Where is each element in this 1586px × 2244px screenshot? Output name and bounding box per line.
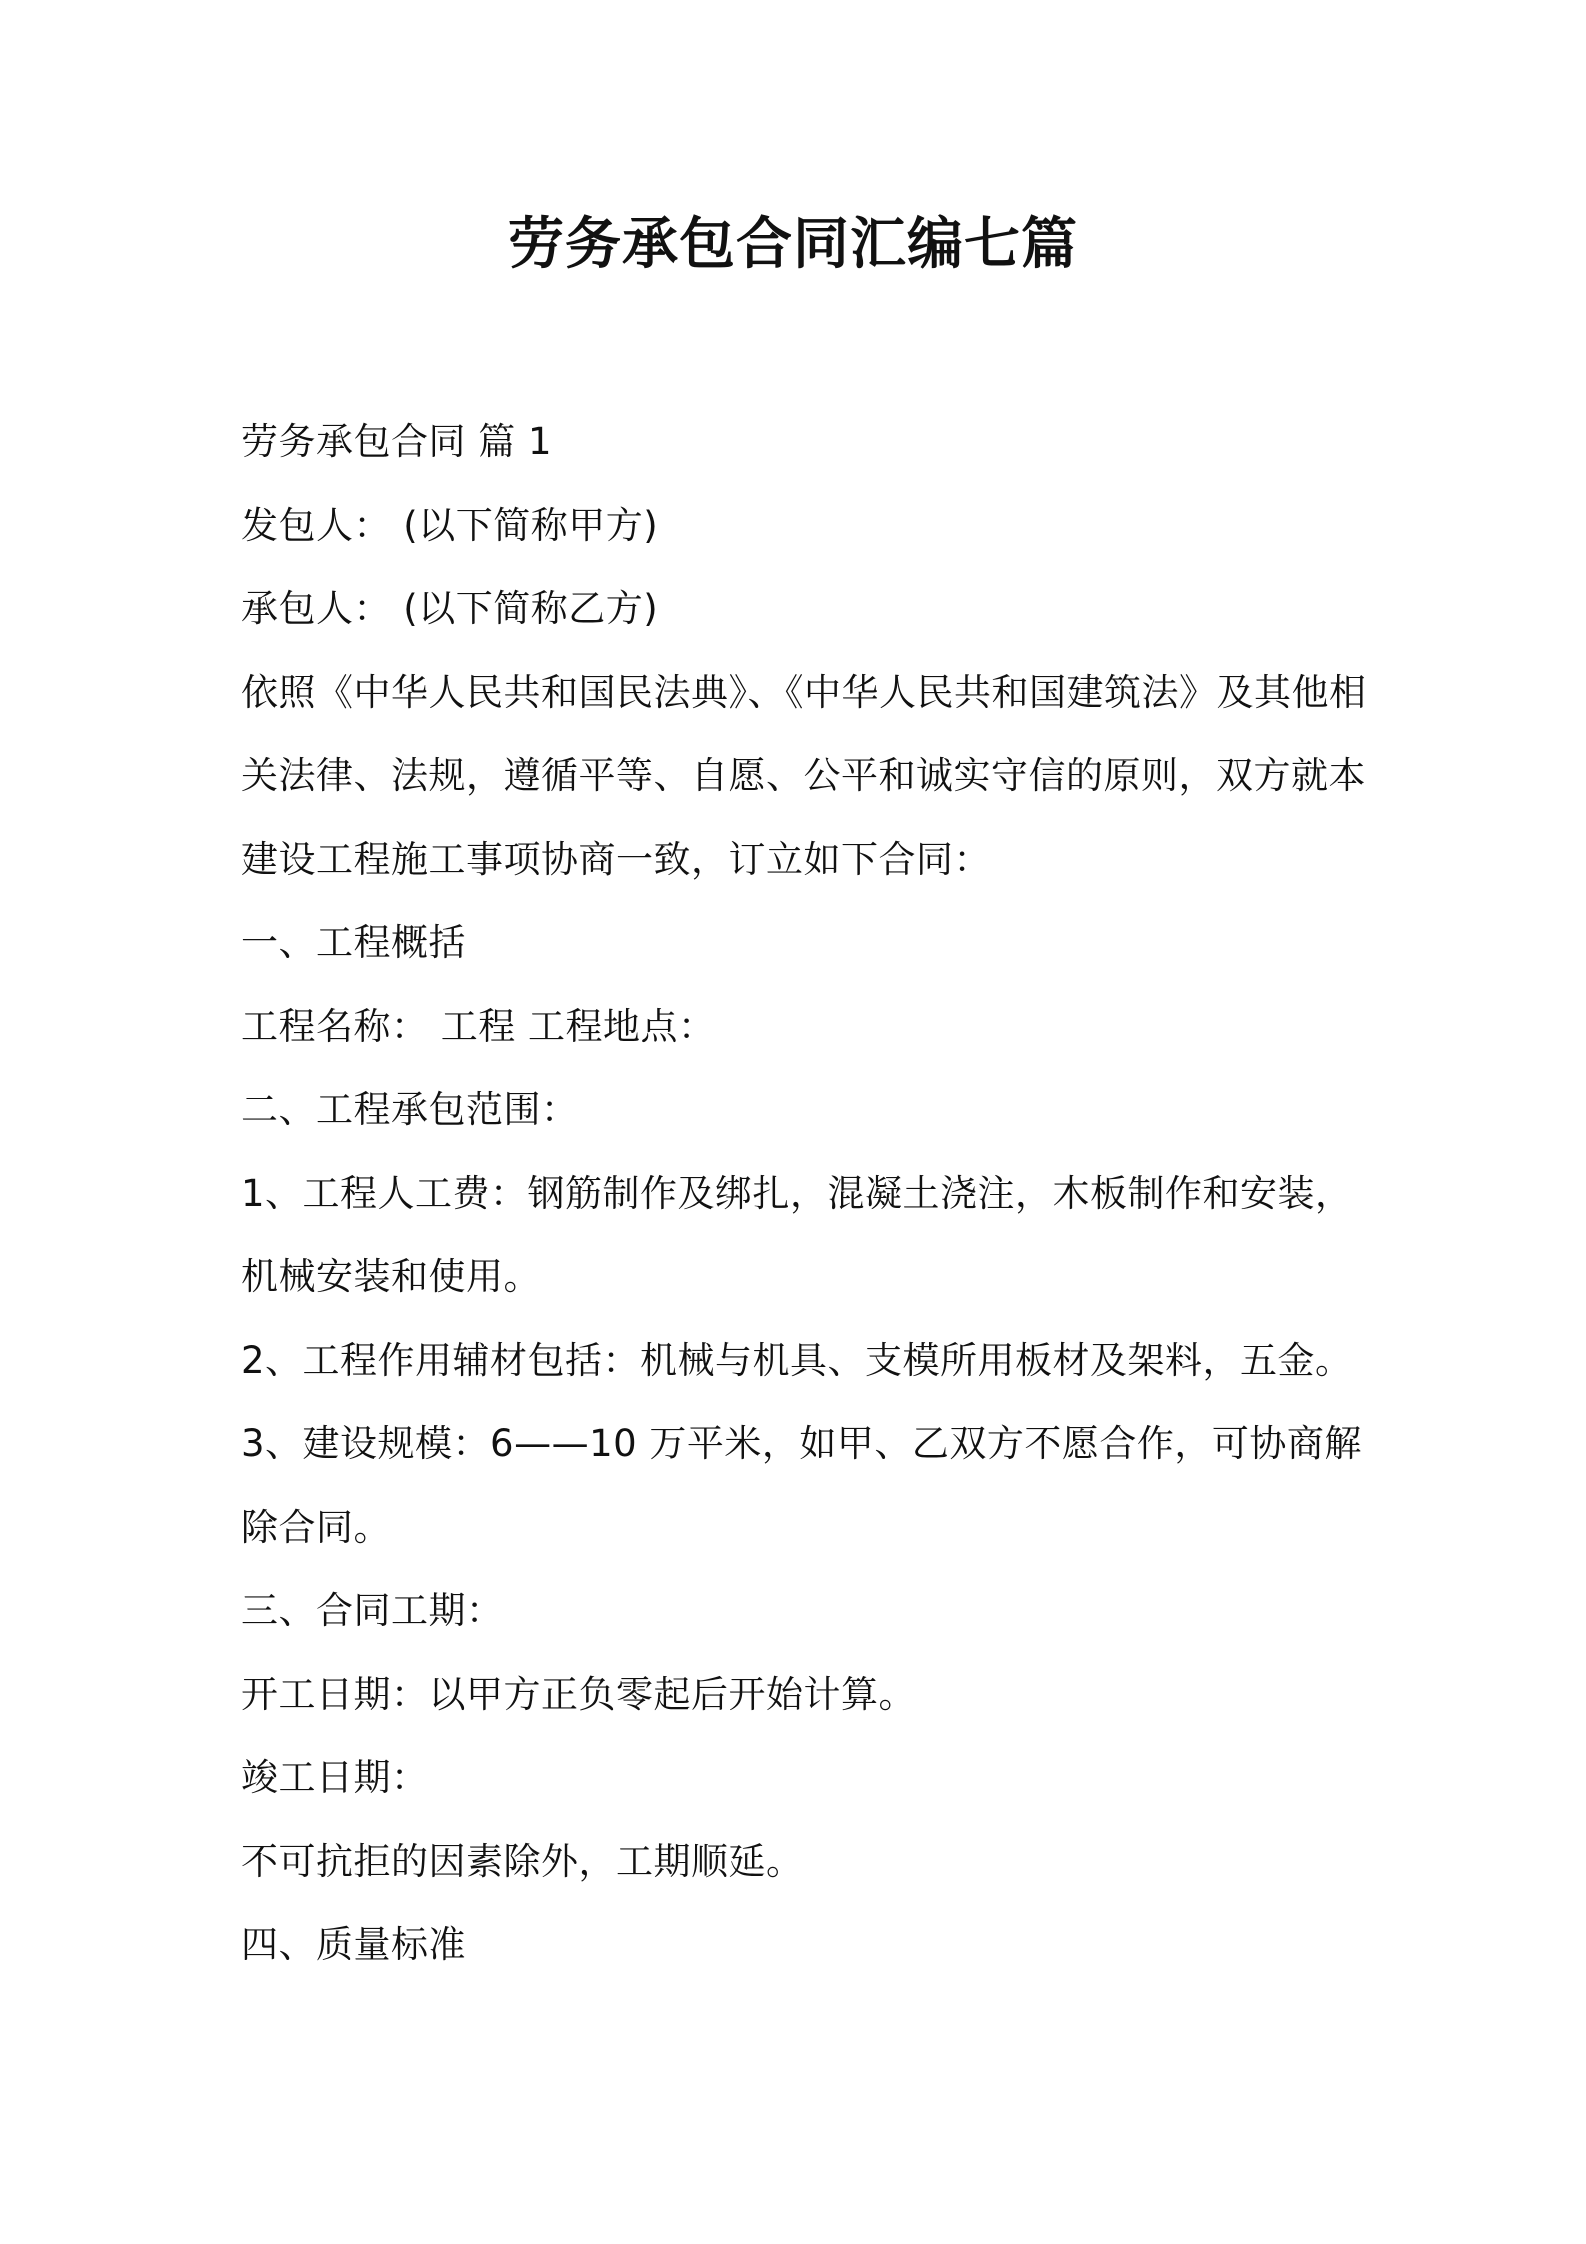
scope-item-1-line-2: 机械安装和使用。 [241,1255,541,1298]
scope-item-3-line-1: 3、建设规模：6——10 万平米，如甲、乙双方不愿合作，可协商解 [241,1422,1362,1465]
scope-item-1-line-1: 1、工程人工费：钢筋制作及绑扎，混凝土浇注，木板制作和安装， [241,1171,1353,1215]
project-name-location: 工程名称： 工程 工程地点： [241,1004,716,1048]
section-heading-part-1: 劳务承包合同 篇 1 [241,420,553,463]
contractor-line: 承包人： (以下简称乙方) [241,587,659,630]
document-title: 劳务承包合同汇编七篇 [508,212,1078,277]
preamble-line-3: 建设工程施工事项协商一致，订立如下合同： [241,837,991,881]
completion-date-line: 竣工日期： [241,1756,429,1799]
section-1-heading: 一、工程概括 [241,921,466,964]
preamble-line-1: 依照《中华人民共和国民法典》、《中华人民共和国建筑法》及其他相 [241,670,1367,714]
employer-line: 发包人： (以下简称甲方) [241,503,659,547]
scope-item-3-line-2: 除合同。 [241,1505,391,1549]
section-3-heading: 三、合同工期： [241,1589,504,1632]
section-4-heading: 四、质量标准 [241,1923,466,1966]
document-body [241,400,1367,1987]
start-date-line: 开工日期：以甲方正负零起后开始计算。 [241,1672,916,1716]
preamble-line-2: 关法律、法规，遵循平等、自愿、公平和诚实守信的原则，双方就本 [241,754,1366,797]
scope-item-2: 2、工程作用辅材包括：机械与机具、支模所用板材及架料，五金。 [241,1338,1353,1382]
section-2-heading: 二、工程承包范围： [241,1088,579,1131]
force-majeure-line: 不可抗拒的因素除外，工期顺延。 [241,1839,804,1883]
